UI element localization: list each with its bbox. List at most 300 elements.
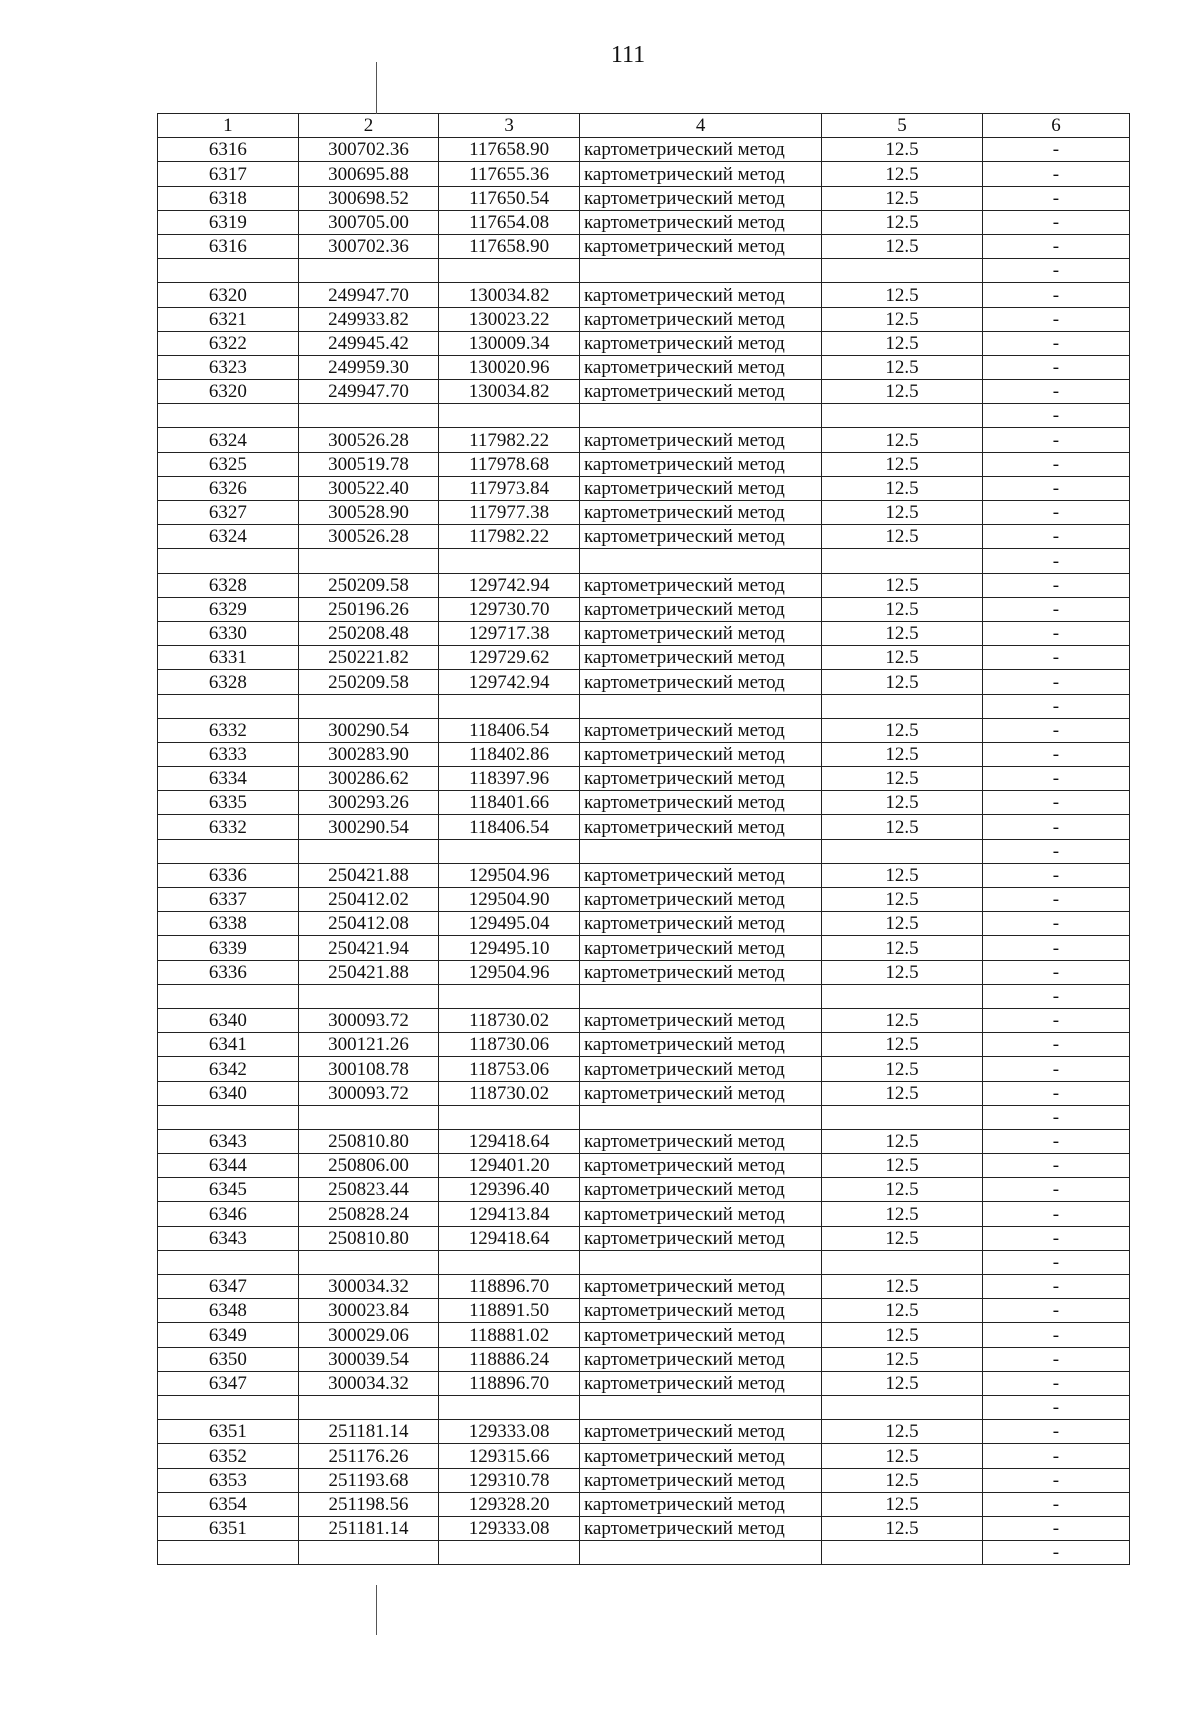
cell-y: 117655.36 [439,162,580,186]
table-row [158,791,1130,815]
cell-note: - [982,694,1129,718]
cell-note: - [982,1154,1129,1178]
cell-point-number: 6352 [158,1444,299,1468]
table-header-row [158,114,1130,138]
cell-y: 129742.94 [439,670,580,694]
table-row [158,912,1130,936]
cell-point-number: 6334 [158,767,299,791]
cell-method [579,1541,821,1565]
cell-accuracy: 12.5 [822,1008,983,1032]
cell-y: 129401.20 [439,1154,580,1178]
cell-accuracy [822,1105,983,1129]
cell-accuracy [822,404,983,428]
cell-y: 118730.06 [439,1033,580,1057]
cell-method: картометрический метод [579,428,821,452]
cell-accuracy [822,984,983,1008]
cell-x: 250412.02 [298,888,439,912]
cell-point-number: 6337 [158,888,299,912]
cell-x: 300286.62 [298,767,439,791]
table-row [158,597,1130,621]
cell-y: 117658.90 [439,234,580,258]
cell-method: картометрический метод [579,331,821,355]
cell-point-number: 6345 [158,1178,299,1202]
cell-accuracy: 12.5 [822,380,983,404]
cell-point-number: 6328 [158,670,299,694]
table-row [158,234,1130,258]
cell-note: - [982,1323,1129,1347]
cell-point-number: 6353 [158,1468,299,1492]
cell-point-number: 6327 [158,501,299,525]
cell-method: картометрический метод [579,162,821,186]
cell-x: 300093.72 [298,1081,439,1105]
cell-y: 118397.96 [439,767,580,791]
cell-point-number: 6319 [158,210,299,234]
cell-accuracy: 12.5 [822,815,983,839]
table-row [158,1226,1130,1250]
cell-point-number: 6325 [158,452,299,476]
cell-x: 249947.70 [298,283,439,307]
table-body [158,138,1130,1565]
cell-method [579,404,821,428]
cell-x [298,404,439,428]
cell-note: - [982,1226,1129,1250]
cell-x: 300519.78 [298,452,439,476]
table-row [158,283,1130,307]
cell-y: 118402.86 [439,742,580,766]
cell-note: - [982,621,1129,645]
cell-accuracy: 12.5 [822,1347,983,1371]
table-row [158,380,1130,404]
cell-y: 129742.94 [439,573,580,597]
cell-method: картометрический метод [579,1081,821,1105]
cell-y: 118401.66 [439,791,580,815]
cell-accuracy: 12.5 [822,1420,983,1444]
table-row [158,646,1130,670]
cell-x: 250421.88 [298,960,439,984]
table-row [158,162,1130,186]
cell-note: - [982,1105,1129,1129]
table-row [158,1057,1130,1081]
cell-point-number: 6333 [158,742,299,766]
cell-method: картометрический метод [579,1347,821,1371]
cell-note: - [982,597,1129,621]
cell-x: 249933.82 [298,307,439,331]
cell-method: картометрический метод [579,501,821,525]
cell-method: картометрический метод [579,1444,821,1468]
cell-accuracy: 12.5 [822,863,983,887]
table-row [158,525,1130,549]
cell-x: 250221.82 [298,646,439,670]
cell-accuracy: 12.5 [822,670,983,694]
cell-note: - [982,984,1129,1008]
cell-accuracy: 12.5 [822,597,983,621]
table-row [158,767,1130,791]
cell-method: картометрический метод [579,1033,821,1057]
cell-x: 251176.26 [298,1444,439,1468]
cell-method: картометрический метод [579,718,821,742]
table-row [158,259,1130,283]
cell-x [298,1105,439,1129]
cell-method: картометрический метод [579,597,821,621]
cell-accuracy [822,1395,983,1419]
cell-note: - [982,670,1129,694]
cell-y: 129730.70 [439,597,580,621]
cell-y: 129495.10 [439,936,580,960]
cell-method: картометрический метод [579,1299,821,1323]
cell-method: картометрический метод [579,1202,821,1226]
table-row [158,1081,1130,1105]
cell-point-number [158,1250,299,1274]
cell-point-number: 6318 [158,186,299,210]
cell-method: картометрический метод [579,1008,821,1032]
cell-method: картометрический метод [579,1420,821,1444]
cell-y [439,549,580,573]
table-row [158,210,1130,234]
cell-y: 129333.08 [439,1420,580,1444]
cell-method: картометрический метод [579,936,821,960]
cell-note: - [982,718,1129,742]
cell-point-number: 6344 [158,1154,299,1178]
table-row [158,1492,1130,1516]
table-row [158,1516,1130,1540]
cell-note: - [982,1178,1129,1202]
cell-accuracy: 12.5 [822,742,983,766]
cell-method: картометрический метод [579,138,821,162]
cell-note: - [982,815,1129,839]
cell-note: - [982,1275,1129,1299]
cell-note: - [982,210,1129,234]
cell-point-number [158,984,299,1008]
cell-note: - [982,936,1129,960]
cell-x: 251181.14 [298,1516,439,1540]
cell-point-number: 6340 [158,1008,299,1032]
cell-x: 300695.88 [298,162,439,186]
cell-method: картометрический метод [579,670,821,694]
cell-x [298,694,439,718]
coordinates-table [157,113,1130,1565]
cell-method: картометрический метод [579,1492,821,1516]
table-row [158,1371,1130,1395]
cell-accuracy: 12.5 [822,791,983,815]
cell-x: 250421.88 [298,863,439,887]
cell-accuracy: 12.5 [822,501,983,525]
table-row [158,428,1130,452]
cell-note: - [982,162,1129,186]
cell-accuracy: 12.5 [822,646,983,670]
cell-x: 300290.54 [298,718,439,742]
table-row [158,815,1130,839]
table-row [158,1323,1130,1347]
table-row [158,331,1130,355]
table-row [158,549,1130,573]
cell-method: картометрический метод [579,186,821,210]
table-row [158,573,1130,597]
cell-note: - [982,1516,1129,1540]
table-row [158,1444,1130,1468]
cell-x: 250823.44 [298,1178,439,1202]
cell-accuracy [822,549,983,573]
cell-y [439,259,580,283]
cell-accuracy: 12.5 [822,1468,983,1492]
table-row [158,138,1130,162]
cell-method: картометрический метод [579,1371,821,1395]
cell-y: 118753.06 [439,1057,580,1081]
cell-note: - [982,380,1129,404]
cell-method: картометрический метод [579,1226,821,1250]
cell-accuracy: 12.5 [822,283,983,307]
cell-y: 118406.54 [439,815,580,839]
cell-method [579,1250,821,1274]
cell-x: 250412.08 [298,912,439,936]
cell-x: 250806.00 [298,1154,439,1178]
cell-accuracy: 12.5 [822,1057,983,1081]
cell-method: картометрический метод [579,452,821,476]
cell-note: - [982,501,1129,525]
table-row [158,355,1130,379]
cell-note: - [982,355,1129,379]
cell-x: 250209.58 [298,573,439,597]
table-row [158,452,1130,476]
cell-accuracy: 12.5 [822,621,983,645]
cell-y: 117658.90 [439,138,580,162]
cell-y: 118896.70 [439,1371,580,1395]
cell-point-number: 6331 [158,646,299,670]
table-row [158,1299,1130,1323]
cell-x: 251181.14 [298,1420,439,1444]
cell-point-number: 6332 [158,718,299,742]
cell-note: - [982,646,1129,670]
cell-method: картометрический метод [579,1129,821,1153]
table-row [158,501,1130,525]
cell-point-number [158,839,299,863]
cell-accuracy [822,1250,983,1274]
cell-x: 249959.30 [298,355,439,379]
cell-x: 300290.54 [298,815,439,839]
cell-point-number [158,549,299,573]
cell-note: - [982,1492,1129,1516]
cell-y: 130020.96 [439,355,580,379]
cell-method: картометрический метод [579,307,821,331]
cell-point-number [158,694,299,718]
cell-x: 250810.80 [298,1129,439,1153]
cell-note: - [982,331,1129,355]
table-row [158,1129,1130,1153]
cell-method: картометрический метод [579,380,821,404]
cell-method: картометрический метод [579,525,821,549]
cell-x: 249945.42 [298,331,439,355]
cell-x: 250810.80 [298,1226,439,1250]
cell-accuracy: 12.5 [822,331,983,355]
cell-y: 130034.82 [439,380,580,404]
cell-note: - [982,1420,1129,1444]
header-cell-method: 4 [579,114,821,138]
cell-accuracy [822,1541,983,1565]
cell-point-number: 6324 [158,428,299,452]
cell-y: 129504.96 [439,960,580,984]
cell-method: картометрический метод [579,1057,821,1081]
cell-note: - [982,1057,1129,1081]
cell-method [579,1105,821,1129]
cell-accuracy: 12.5 [822,1492,983,1516]
cell-point-number: 6346 [158,1202,299,1226]
cell-y: 129729.62 [439,646,580,670]
cell-method [579,984,821,1008]
cell-x: 249947.70 [298,380,439,404]
table-row [158,863,1130,887]
cell-accuracy: 12.5 [822,1371,983,1395]
cell-x: 300702.36 [298,138,439,162]
cell-x: 300023.84 [298,1299,439,1323]
cell-y: 129333.08 [439,1516,580,1540]
cell-y [439,1395,580,1419]
cell-accuracy: 12.5 [822,960,983,984]
cell-accuracy: 12.5 [822,476,983,500]
cell-note: - [982,742,1129,766]
cell-point-number: 6323 [158,355,299,379]
cell-x [298,839,439,863]
cell-y: 117654.08 [439,210,580,234]
table-row [158,307,1130,331]
cell-method: картометрический метод [579,1154,821,1178]
cell-point-number: 6340 [158,1081,299,1105]
table-row [158,1541,1130,1565]
cell-point-number [158,1395,299,1419]
cell-note: - [982,549,1129,573]
cell-accuracy: 12.5 [822,1226,983,1250]
cell-point-number: 6316 [158,138,299,162]
cell-x: 300093.72 [298,1008,439,1032]
table-row [158,1395,1130,1419]
cell-x: 250196.26 [298,597,439,621]
cell-note: - [982,259,1129,283]
cell-y: 118406.54 [439,718,580,742]
cell-point-number: 6354 [158,1492,299,1516]
cell-accuracy: 12.5 [822,210,983,234]
table-row [158,404,1130,428]
table-row [158,1420,1130,1444]
cell-x: 251198.56 [298,1492,439,1516]
cell-x: 300283.90 [298,742,439,766]
cell-note: - [982,186,1129,210]
cell-point-number: 6339 [158,936,299,960]
cell-point-number: 6332 [158,815,299,839]
cell-point-number [158,404,299,428]
cell-x: 250209.58 [298,670,439,694]
cell-x: 300526.28 [298,525,439,549]
cell-accuracy: 12.5 [822,1081,983,1105]
cell-x: 300293.26 [298,791,439,815]
cell-x: 250828.24 [298,1202,439,1226]
cell-accuracy: 12.5 [822,1516,983,1540]
cell-accuracy: 12.5 [822,428,983,452]
cell-y: 117977.38 [439,501,580,525]
cell-point-number: 6320 [158,380,299,404]
cell-x: 300526.28 [298,428,439,452]
table-row [158,621,1130,645]
table-row [158,888,1130,912]
cell-method: картометрический метод [579,234,821,258]
page-number: 111 [610,42,646,68]
cell-y: 129310.78 [439,1468,580,1492]
cell-note: - [982,452,1129,476]
cell-x: 300034.32 [298,1275,439,1299]
cell-note: - [982,912,1129,936]
cell-accuracy: 12.5 [822,936,983,960]
cell-accuracy: 12.5 [822,525,983,549]
cell-x: 250208.48 [298,621,439,645]
cell-point-number: 6316 [158,234,299,258]
cell-method [579,1395,821,1419]
cell-x: 300108.78 [298,1057,439,1081]
cell-method: картометрический метод [579,573,821,597]
cell-y: 130034.82 [439,283,580,307]
cell-y: 118886.24 [439,1347,580,1371]
cell-accuracy: 12.5 [822,1033,983,1057]
cell-note: - [982,1008,1129,1032]
cell-accuracy: 12.5 [822,1129,983,1153]
cell-method: картометрический метод [579,1275,821,1299]
cell-y [439,1250,580,1274]
cell-y: 117982.22 [439,525,580,549]
cell-x [298,1395,439,1419]
cell-y: 118730.02 [439,1081,580,1105]
header-cell-point-number: 1 [158,114,299,138]
cell-method: картометрический метод [579,646,821,670]
cell-y: 129328.20 [439,1492,580,1516]
cell-point-number: 6338 [158,912,299,936]
cell-point-number: 6330 [158,621,299,645]
cell-method: картометрический метод [579,863,821,887]
cell-y [439,984,580,1008]
table-row [158,1154,1130,1178]
cell-y: 117973.84 [439,476,580,500]
cell-method: картометрический метод [579,1468,821,1492]
cell-point-number: 6329 [158,597,299,621]
cell-x: 300034.32 [298,1371,439,1395]
cell-method: картометрический метод [579,283,821,307]
cell-note: - [982,888,1129,912]
cell-point-number: 6342 [158,1057,299,1081]
table-row [158,1033,1130,1057]
cell-note: - [982,839,1129,863]
cell-accuracy: 12.5 [822,355,983,379]
table-row [158,1250,1130,1274]
header-cell-y: 3 [439,114,580,138]
cell-point-number: 6324 [158,525,299,549]
cell-point-number: 6348 [158,1299,299,1323]
cell-x: 300121.26 [298,1033,439,1057]
cell-accuracy [822,694,983,718]
cell-point-number: 6349 [158,1323,299,1347]
cell-point-number: 6317 [158,162,299,186]
cell-x: 251193.68 [298,1468,439,1492]
table-row [158,718,1130,742]
cell-point-number [158,1105,299,1129]
cell-method: картометрический метод [579,815,821,839]
cell-accuracy: 12.5 [822,234,983,258]
cell-note: - [982,1541,1129,1565]
cell-accuracy: 12.5 [822,138,983,162]
cell-y: 130009.34 [439,331,580,355]
table-row [158,186,1130,210]
table-row [158,694,1130,718]
cell-note: - [982,1371,1129,1395]
cell-y: 129396.40 [439,1178,580,1202]
cell-note: - [982,767,1129,791]
cell-x: 300039.54 [298,1347,439,1371]
cell-y: 117982.22 [439,428,580,452]
cell-point-number: 6336 [158,863,299,887]
